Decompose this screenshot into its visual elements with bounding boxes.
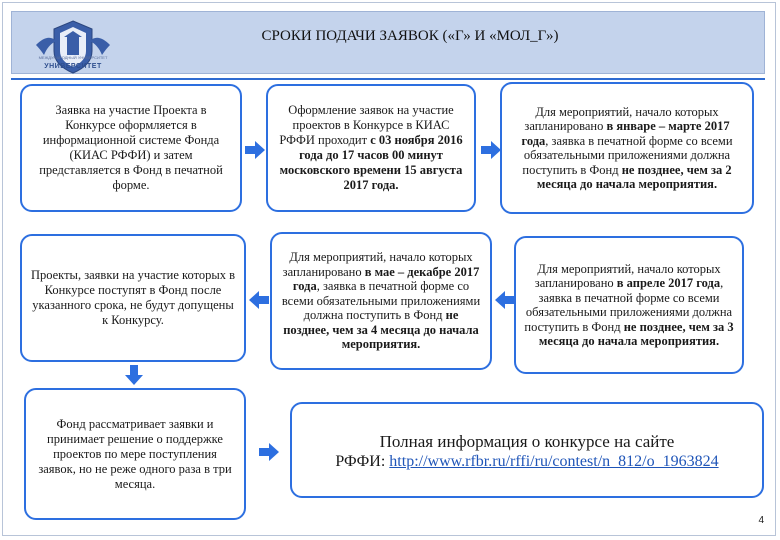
box-events-jan-mar — [500, 82, 754, 214]
info-line2: РФФИ: http://www.rfbr.ru/rffi/ru/contest/n_812/o_1963824 — [335, 453, 719, 470]
box-fund-review — [24, 388, 246, 520]
box-events-may-dec-text: Для мероприятий, начало которых запланировано в мае – декабре 2017 года, заявка в печатной форме со всеми обязательными приложениями должна поступить в Фонд не позднее, чем за 4 месяца до начала мероприятия. — [281, 250, 481, 352]
header-divider — [11, 78, 765, 80]
arrow-left-icon — [248, 290, 270, 310]
box-application-process-text: Заявка на участие Проекта в Конкурсе оформляется в информационной системе Фонда (КИАС РФФИ) и затем представляется в Фонд в печатной форме. — [39, 103, 223, 192]
arrow-right-icon — [480, 140, 502, 160]
box-events-april — [514, 236, 744, 374]
page-title: СРОКИ ПОДАЧИ ЗАЯВОК («Г» И «МОЛ_Г») — [261, 28, 559, 44]
logo-text: УНИВЕРСИТЕТ — [44, 63, 102, 70]
logo-subtext: МЕЖДУНАРОДНЫЙ УНИВЕРСИТЕТ — [38, 55, 108, 60]
arrow-left-icon — [494, 290, 516, 310]
box-events-april-text: Для мероприятий, начало которых запланировано в апреле 2017 года, заявка в печатной форме со всеми обязательными приложениями должна поступить в Фонд не позднее, чем за 3 месяца до начала мероприятия. — [524, 261, 734, 348]
box-deadline-kias — [266, 84, 476, 212]
box-late-applications — [20, 234, 246, 362]
info-line1: Полная информация о конкурсе на сайте — [379, 432, 675, 451]
arrow-right-icon — [244, 140, 266, 160]
box-application-process — [20, 84, 242, 212]
box-fund-review-text: Фонд рассматривает заявки и принимает решение о поддержке проектов по мере поступления заявок, но не реже одного раза в три месяца. — [38, 416, 232, 491]
page-number: 4 — [758, 515, 764, 526]
box-late-applications-text: Проекты, заявки на участие которых в Конкурсе поступят в Фонд после указанного срока, не будут допущены к Конкурсу. — [30, 268, 236, 327]
info-box — [290, 402, 764, 498]
box-deadline-kias-text: Оформление заявок на участие проектов в Конкурсе в КИАС РФФИ проходит с 03 ноября 2016 года до 17 часов 00 минут московского времени 15 августа 2017 года. — [279, 103, 463, 192]
arrow-down-icon — [124, 364, 144, 386]
arrow-right-icon — [258, 442, 280, 462]
contest-link[interactable]: http://www.rfbr.ru/rffi/ru/contest/n_812/o_1963824 — [389, 453, 719, 470]
box-events-jan-mar-text: Для мероприятий, начало которых запланировано в январе – марте 2017 года, заявка в печатной форме со всеми обязательными приложениями должна поступить в Фонд не позднее, чем за 2 месяца до начала мероприятия. — [521, 104, 733, 191]
box-events-may-dec — [270, 232, 492, 370]
